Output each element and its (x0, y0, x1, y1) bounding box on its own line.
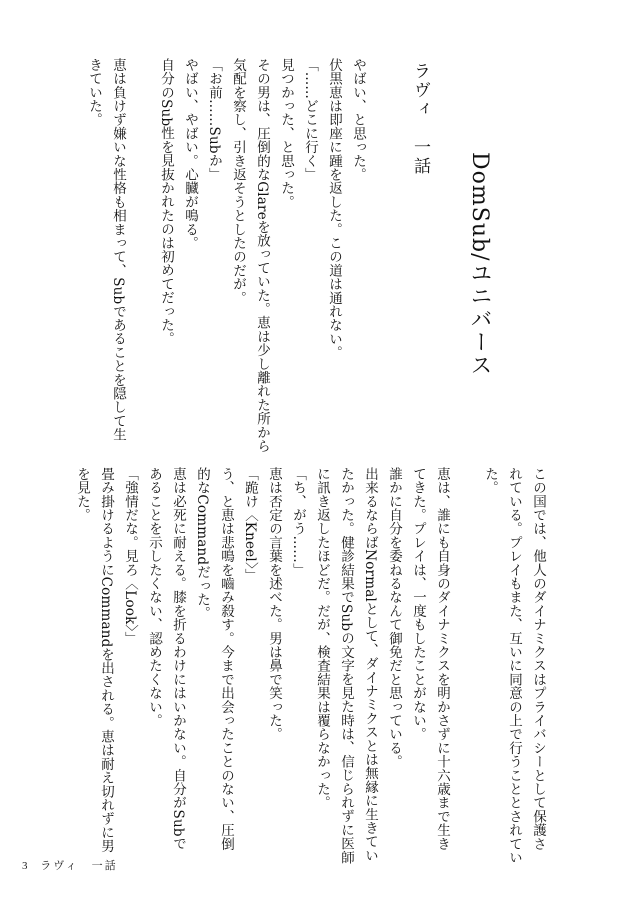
text-line (454, 467, 478, 847)
text-line: に訊き返したほどだ。だが、検査結果は覆らなかった。 (314, 467, 330, 810)
running-title: ラヴィ 一話 (40, 860, 118, 872)
story-title: DomSub/ユニバース (467, 152, 492, 377)
text-line: 「強情だな。見ろ〈Look〉」 (122, 467, 138, 646)
text-line: やばい、と思った。 (350, 58, 366, 182)
page-footer (22, 857, 124, 873)
text-line: 伏黒恵は即座に踵を返した。この道は通れない。 (326, 58, 342, 360)
text-line: れている。プレイもまた、互いに同意の上で行うこととされてい (506, 467, 522, 865)
text-line: たかった。健診結果でSubの文字を見た時は、信じられずに医師 (338, 467, 354, 865)
text-line: 「お前……Subか」 (206, 58, 222, 182)
text-line: その男は、圧倒的なGlareを放っていた。恵は少し離れた所から (254, 58, 270, 453)
text-line: 気配を察し、引き返そうとしたのだが。 (230, 58, 246, 305)
text-line (130, 58, 154, 438)
text-line: 恵は必死に耐える。膝を折るわけにはいかない。自分がSubで (170, 467, 186, 851)
text-line: てきた。プレイは、一度もしたことがない。 (410, 467, 426, 741)
text-line: きていた。 (86, 58, 102, 127)
text-line: 見つかった、と思った。 (278, 58, 294, 209)
text-line: 恵は、誰にも自身のダイナミクスを明かさずに十六歳まで生き (434, 467, 450, 851)
text-line: 「ち、がう……」 (290, 467, 306, 577)
text-line: 自分のSub性を見抜かれたのは初めてだった。 (158, 58, 174, 346)
upper-text-block (70, 58, 370, 453)
text-line: た。 (482, 467, 498, 495)
text-line: やばい、やばい。心臓が鳴る。 (182, 58, 198, 250)
text-line: この国では、他人のダイナミクスはプライバシーとして保護さ (530, 467, 546, 851)
text-line: あることを示したくない、認めたくない。 (146, 467, 162, 728)
text-line: 恵は否定の言葉を述べた。男は鼻で笑った。 (266, 467, 282, 741)
text-line: 「跪け〈Kneel〉」 (242, 467, 258, 583)
text-line: 恵は負けず嫌いな性格も相まって、Subであることを隠して生 (110, 58, 126, 442)
text-line: 畳み掛けるようにCommandを出される。恵は耐え切れずに男 (98, 467, 114, 853)
text-line: 誰かに自分を委ねるなんて御免だと思っている。 (386, 467, 402, 769)
text-line: う、と恵は悲鳴を嚙み殺す。今まで出会ったことのない、圧倒 (218, 467, 234, 851)
text-line: を見た。 (74, 467, 90, 522)
page-number: 3 (22, 860, 30, 872)
chapter-heading: ラヴィ 一話 (410, 62, 430, 176)
text-line: 的なCommandだった。 (194, 467, 210, 621)
lower-text-block (70, 467, 550, 865)
text-line: 「……どこに行く」 (302, 58, 318, 182)
text-line: 出来るならばNormalとして、ダイナミクスとは無縁に生きてい (362, 467, 378, 863)
